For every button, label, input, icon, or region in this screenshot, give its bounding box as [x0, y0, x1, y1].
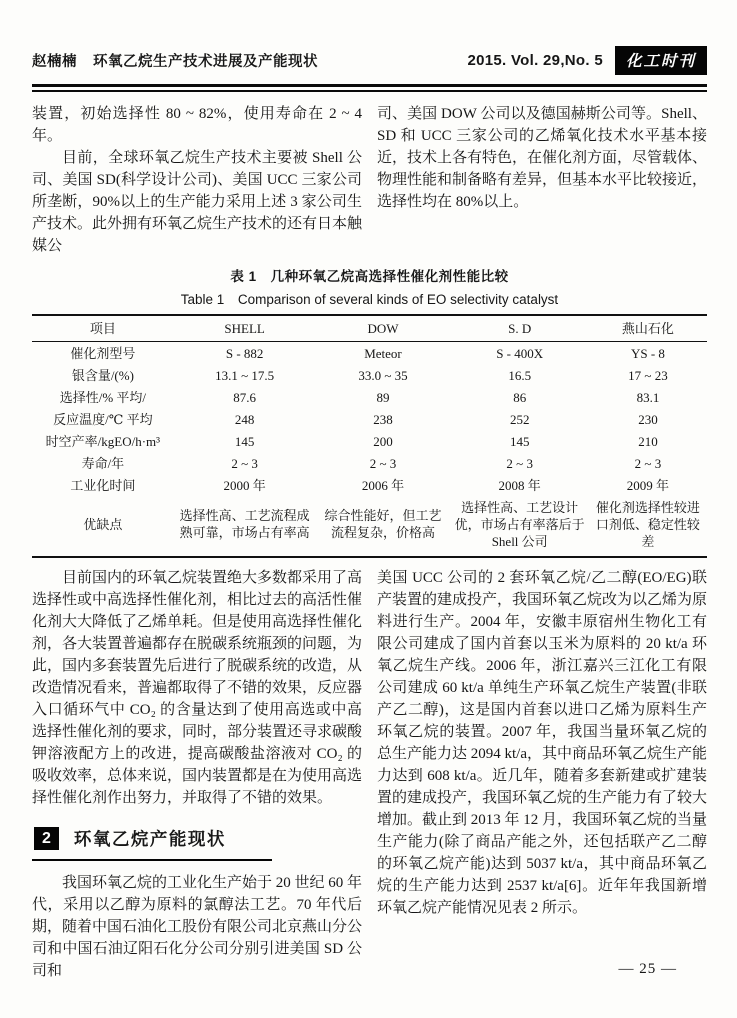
table-cell: S - 400X — [496, 345, 544, 361]
section-title: 环氧乙烷产能现状 — [73, 828, 226, 849]
left-column-bottom — [32, 567, 362, 982]
left-column-top — [32, 103, 362, 257]
table-cell: YS - 8 — [630, 345, 665, 361]
journal-name-badge: 化工时刊 — [615, 46, 707, 75]
section-number-badge: 2 — [34, 827, 59, 850]
table-cell: 145 — [509, 433, 530, 449]
column-header: S. D — [451, 315, 589, 342]
article-title: 环氧乙烷生产技术进展及产能现状 — [93, 54, 318, 70]
table-row — [32, 474, 707, 496]
paragraph: 装置，初始选择性 80 ~ 82%，使用寿命在 2 ~ 4 年。 — [32, 106, 362, 144]
running-head-right — [467, 46, 707, 75]
page-number: — 25 — — [618, 961, 677, 977]
paragraph: 目前，全球环氧乙烷生产技术主要被 Shell 公司、美国 SD(科学设计公司)、美国 UCC 三家公司所垄断，90%以上的生产能力采用上述 3 家公司生产技术。此外拥有环氧乙烷生产技术的还有日本触媒公 — [32, 150, 363, 254]
table-cell: 33.0 ~ 35 — [358, 367, 408, 383]
table-cell: 2008 年 — [498, 477, 541, 493]
table-row — [32, 386, 707, 408]
section-2-heading — [32, 824, 272, 861]
table-cell: 200 — [373, 433, 393, 449]
table-cell: 2 ~ 3 — [634, 455, 662, 471]
table-cell: 87.6 — [233, 389, 256, 405]
table-cell: 2 ~ 3 — [231, 455, 258, 471]
table-cell: 2 ~ 3 — [506, 455, 533, 471]
table-cell: 210 — [638, 433, 658, 449]
row-label: 反应温度/℃ 平均 — [53, 411, 153, 427]
table-cell: 17 ~ 23 — [628, 367, 668, 383]
issue-info: 2015. Vol. 29,No. 5 — [467, 52, 603, 69]
table-cell: Meteor — [364, 345, 402, 361]
body-columns-top — [32, 103, 707, 257]
table-cell: 86 — [513, 389, 527, 405]
paragraph: 我国环氧乙烷的工业化生产始于 20 世纪 60 年代，采用以乙醇为原料的氯醇法工艺。70 年代后期，随着中国石油化工股份有限公司北京燕山分公司和中国石油辽阳石化分公司分别引进美国 SD 公司和 — [32, 874, 363, 979]
table-cell: 83.1 — [636, 389, 660, 405]
column-header: 燕山石化 — [589, 315, 707, 342]
right-column-bottom — [377, 567, 707, 982]
table1-caption-en: Table 1 Comparison of several kinds of EO selectivity catalyst — [180, 292, 559, 307]
table-cell: 13.1 ~ 17.5 — [215, 367, 275, 383]
table-cell: 选择性高、工艺流程成熟可靠，市场占有率高 — [174, 496, 316, 557]
row-label: 时空产率/kgEO/h·m³ — [45, 433, 161, 449]
running-head-left — [32, 50, 318, 71]
table-cell: 248 — [234, 411, 255, 427]
table-row — [32, 342, 707, 365]
row-label: 工业化时间 — [70, 477, 136, 493]
author-name: 赵楠楠 — [32, 54, 77, 70]
table-cell: 89 — [376, 389, 390, 405]
table-row — [32, 452, 707, 474]
table-cell: 230 — [638, 411, 658, 427]
table1-block — [32, 265, 707, 558]
table-cell: 2009 年 — [626, 477, 670, 493]
body-columns-bottom — [32, 567, 707, 982]
table-cell: 252 — [509, 411, 530, 427]
table-cell: 2000 年 — [223, 477, 266, 493]
table-cell: 2006 年 — [361, 477, 405, 493]
paragraph: 美国 UCC 公司的 2 套环氧乙烷/乙二醇(EO/EG)联产装置的建成投产，我国环氧乙烷改为以乙烯为原料进行生产。2004 年，安徽丰原宿州生物化工有限公司建成了国内首套以玉米为原料的 20 kt/a 环氧乙烷生产线。2006 年，浙江嘉兴三江化工有限公司建成 60 kt/a 单纯生产环氧乙烷生产装置(非联产乙二醇)，这是国内首套以进口乙烯为原料生产环氧乙烷的装置。2007 年，我国当量环氧乙烷的总生产能力达 2094 kt/a，其中商品环氧乙烷生产能力达到 608 kt/a。近几年，随着多套新建或扩建装置的建成投产，我国环氧乙烷的生产能力有了较大增加。截止到 2013 年 12 月，我国环氧乙烷的当量生产能力(除了商品产能之外，还包括联产乙二醇的环氧乙烷产能)达到 5037 kt/a，其中商品环氧乙烷的生产能力达到 2537 kt/a[6]。近年年我国新增环氧乙烷产能情况见表 2 所示。 — [377, 569, 708, 916]
right-column-top — [377, 103, 707, 257]
header-double-rule — [32, 84, 707, 92]
catalyst-comparison-table — [32, 314, 707, 558]
table-header-row — [32, 315, 707, 342]
table1-caption-zh: 表 1 几种环氧乙烷高选择性催化剂性能比较 — [230, 269, 509, 284]
table-row — [32, 364, 707, 386]
table-cell: 145 — [234, 433, 255, 449]
table-cell: 16.5 — [508, 367, 532, 383]
table-row — [32, 430, 707, 452]
column-header: SHELL — [174, 315, 316, 342]
row-label: 寿命/年 — [81, 455, 125, 471]
row-label: 优缺点 — [32, 496, 174, 557]
row-label: 选择性/% 平均/ — [59, 389, 147, 405]
table-cell: 238 — [373, 411, 393, 427]
table-cell: 选择性高、工艺设计优，市场占有率落后于 Shell 公司 — [451, 496, 589, 557]
table-cell: 2 ~ 3 — [369, 455, 397, 471]
table-cell: S - 882 — [225, 345, 264, 361]
column-header: DOW — [316, 315, 451, 342]
row-label: 银含量/(%) — [71, 367, 134, 383]
table-row — [32, 496, 707, 557]
column-header: 项目 — [32, 315, 174, 342]
table-cell: 催化剂选择性较进口剂低、稳定性较差 — [589, 496, 707, 557]
paragraph: 司、美国 DOW 公司以及德国赫斯公司等。Shell、SD 和 UCC 三家公司的乙烯氧化技术水平基本接近，技术上各有特色，在催化剂方面，尽管载体、物理性能和制备略有差异，但基本水平比较接近，选择性均在 80%以上。 — [377, 106, 708, 210]
table-cell: 综合性能好，但工艺流程复杂，价格高 — [316, 496, 451, 557]
row-label: 催化剂型号 — [70, 345, 136, 361]
paragraph: 目前国内的环氧乙烷装置绝大多数都采用了高选择性或中高选择性催化剂，相比过去的高活性催化剂大大降低了乙烯单耗。但是使用高选择性催化剂，各大装置普遍都存在脱碳系统瓶颈的问题，为此，国内多套装置先后进行了脱碳系统的改造，从改造情况看来，普遍都取得了不错的效果，反应器入口循环气中 CO₂ 的含量达到了使用高选或中高选择性催化剂的要求，同时，部分装置还寻求碳酸钾溶液配方上的改进，提高碳酸盐溶液对 CO₂ 的吸收效率，总体来说，国内装置都是在为使用高选择性催化剂作出努力，并取得了不错的效果。 — [32, 569, 363, 806]
running-head — [32, 46, 707, 75]
table-row — [32, 408, 707, 430]
